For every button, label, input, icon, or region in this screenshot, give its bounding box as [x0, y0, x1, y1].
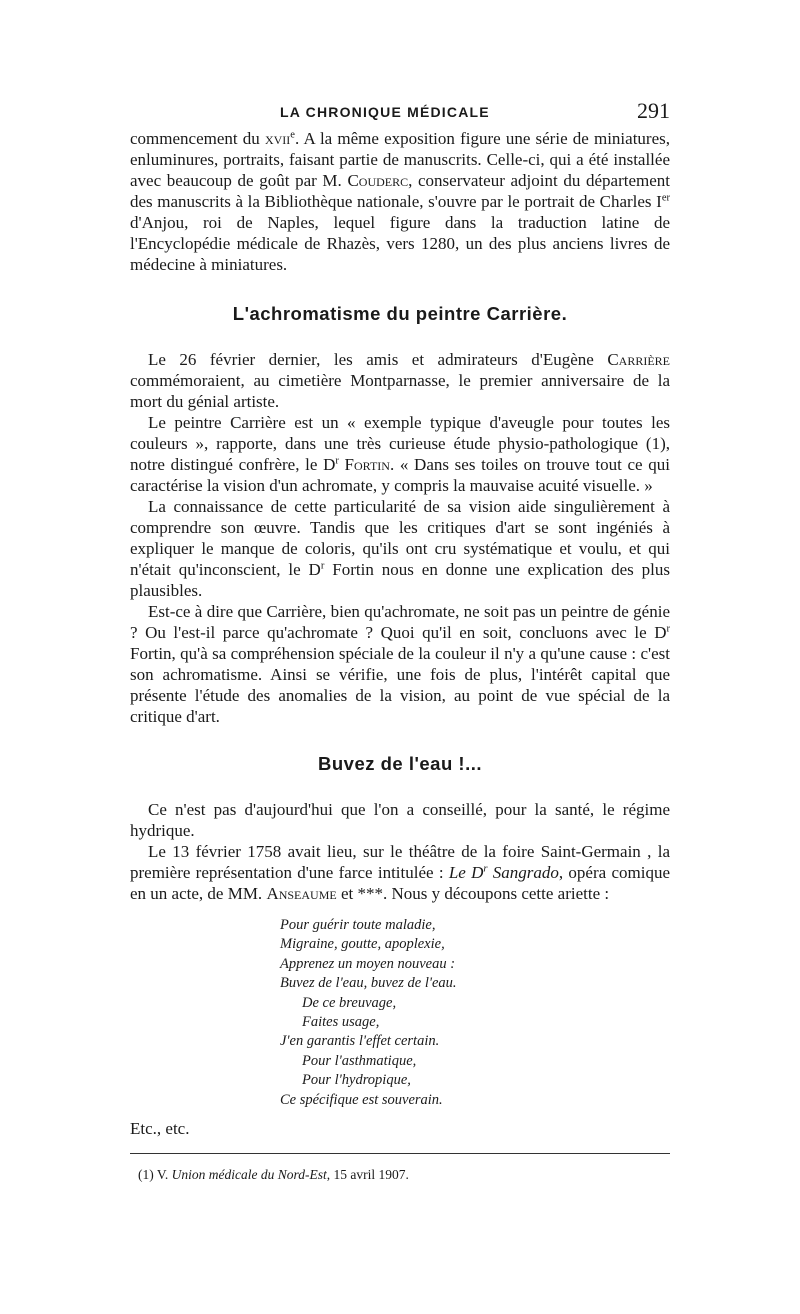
paragraph: Le 26 février dernier, les amis et admirateurs d'Eugène Carrière commémoraient, au cimetière Montparnasse, le premier anniversaire de la mort du génial artiste.: [130, 350, 670, 411]
etc-text: Etc., etc.: [130, 1119, 190, 1139]
paragraph: Le peintre Carrière est un « exemple typique d'aveugle pour toutes les couleurs », rapporte, dans une très curieuse étude physio-pathologique (1), notre distingué confrère, le $D^r$ Fortin. « Dans ses toiles on trouve tout ce qui caractérise la vision d'un achromate, y compris la mauvaise acuité visuelle. »: [130, 413, 670, 495]
poem-line: Pour l'hydropique,: [302, 1072, 411, 1089]
paragraph: Est-ce à dire que Carrière, bien qu'achromate, ne soit pas un peintre de génie ? Ou l'est-il parce qu'achromate ? Quoi qu'il en soit, concluons avec le $D^r$ Fortin, qu'à sa compréhension spéciale de la couleur il n'y a qu'une cause : c'est son achromatisme. Ainsi se vérifie, une fois de plus, l'intérêt capital que présente l'étude des anomalies de la vision, au point de vue spécial de la critique d'art.: [130, 602, 670, 726]
poem-line: Faites usage,: [302, 1014, 380, 1031]
footnote: (1) V. Union médicale du Nord-Est, 15 avril 1907.: [138, 1167, 409, 1183]
poem-line: Ce spécifique est souverain.: [280, 1091, 443, 1108]
poem-line: Migraine, goutte, apoplexie,: [280, 936, 445, 953]
running-title: LA CHRONIQUE MÉDICALE: [280, 104, 490, 120]
paragraph: Le 13 février 1758 avait lieu, sur le théâtre de la foire Saint-Germain , la première représentation d'une farce intitulée : Le $D^r$ Sangrado, opéra comique en un acte, de MM. Anseaume et ***. Nous y découpons cette ariette :: [130, 842, 670, 903]
paragraph: Ce n'est pas d'aujourd'hui que l'on a conseillé, pour la santé, le régime hydrique.: [130, 800, 670, 840]
poem-line: Pour l'asthmatique,: [302, 1052, 417, 1069]
section-heading-buvez: Buvez de l'eau !...: [318, 753, 482, 774]
page-header: [130, 98, 670, 128]
poem-line: Pour guérir toute maladie,: [280, 917, 436, 933]
ariette-poem: [280, 916, 670, 1110]
poem-line: Apprenez un moyen nouveau :: [280, 955, 456, 972]
poem-line: De ce breuvage,: [302, 994, 397, 1011]
poem-line: J'en garantis l'effet certain.: [280, 1033, 440, 1050]
page-number: 291: [637, 98, 670, 123]
paragraph: La connaissance de cette particularité de sa vision aide singulièrement à comprendre son œuvre. Tandis que les critiques d'art se sont ingéniés à expliquer le manque de coloris, qu'ils ont cru systématique et voulu, et qui n'était qu'inconscient, le $D^r$ Fortin nous en donne une explication des plus plausibles.: [130, 497, 670, 600]
page: [130, 98, 670, 1185]
footnote-divider: [130, 1153, 670, 1154]
section-heading-achromatisme: L'achromatisme du peintre Carrière.: [232, 303, 568, 324]
intro-paragraph: commencement du xvii$^e$. A la même exposition figure une série de miniatures, enluminures, portraits, faisant partie de manuscrits. Celle-ci, qui a été installée avec beaucoup de goût par M. Couderc, conservateur adjoint du département des manuscrits à la Bibliothèque nationale, s'ouvre par le portrait de Charles Ier d'Anjou, roi de Naples, lequel figure dans la traduction latine de l'Encyclopédie médicale de Rhazès, vers 1280, un des plus anciens livres de médecine à miniatures.: [130, 129, 670, 274]
poem-line: Buvez de l'eau, buvez de l'eau.: [280, 975, 457, 992]
